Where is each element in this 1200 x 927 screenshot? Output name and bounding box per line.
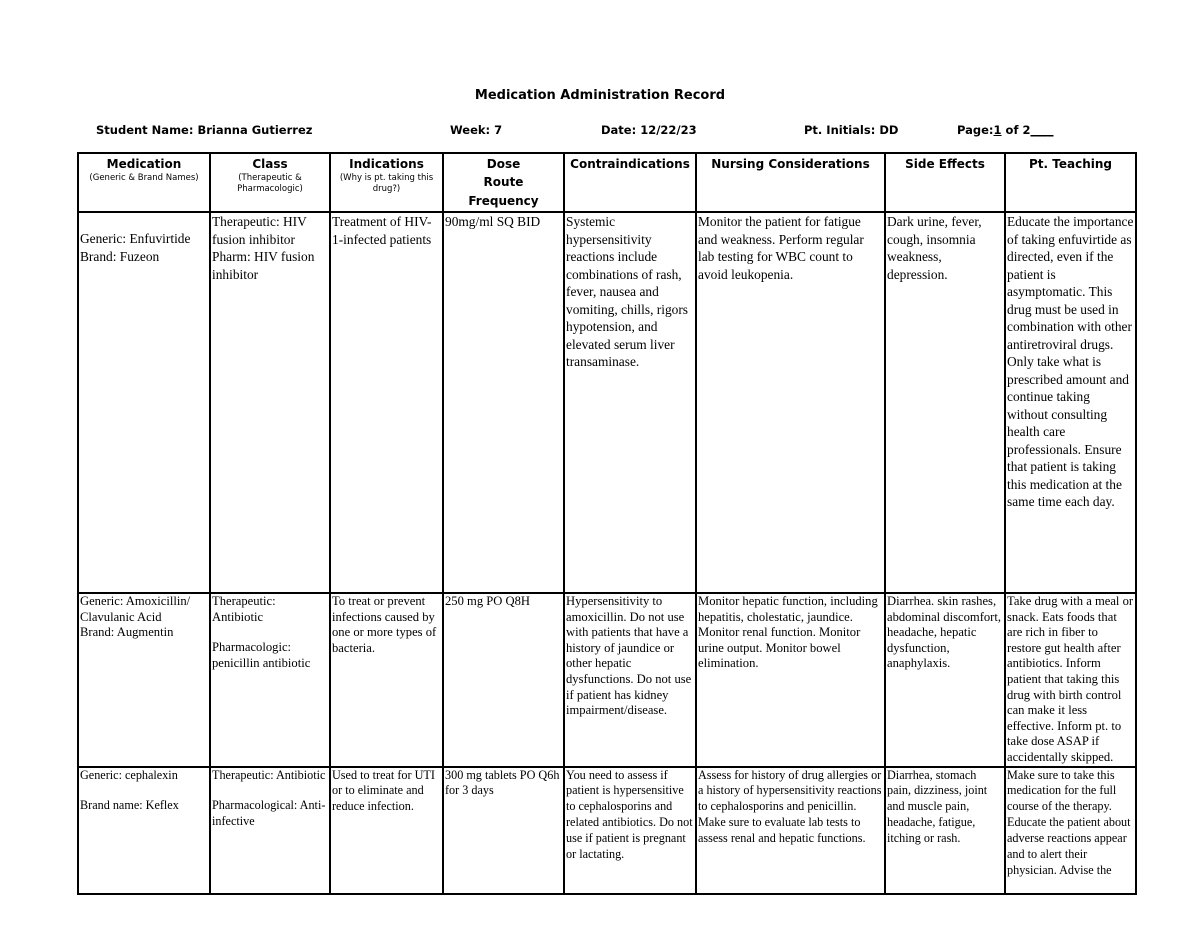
student-field bbox=[96, 123, 312, 137]
cell-contraindications: Hypersensitivity to amoxicillin. Do not use with patients that have a history of jaundice or other hepatic dysfunctions. Do not use if patient has kidney impairment/disease. bbox=[564, 593, 696, 767]
initials-value: DD bbox=[879, 123, 899, 137]
header-indications: Indications (Why is pt. taking this drug?) bbox=[330, 153, 443, 212]
table-row bbox=[78, 593, 1136, 767]
cell-medication: Generic: Enfuvirtide Brand: Fuzeon bbox=[78, 212, 210, 593]
header-nursing: Nursing Considerations bbox=[696, 153, 885, 212]
week-label: Week: bbox=[450, 123, 491, 137]
header-medication: Medication (Generic & Brand Names) bbox=[78, 153, 210, 212]
cell-indications: Treatment of HIV-1-infected patients bbox=[330, 212, 443, 593]
cell-class: Therapeutic: Antibiotic Pharmacological: Anti-infective bbox=[210, 767, 330, 894]
header-dose: Dose Route Frequency bbox=[443, 153, 564, 212]
page-blank: ____ bbox=[1030, 123, 1054, 137]
cell-medication: Generic: Amoxicillin/ Clavulanic Acid Brand: Augmentin bbox=[78, 593, 210, 767]
cell-dose: 300 mg tablets PO Q6h for 3 days bbox=[443, 767, 564, 894]
page-of: of 2 bbox=[1005, 123, 1031, 137]
cell-indications: Used to treat for UTI or to eliminate and reduce infection. bbox=[330, 767, 443, 894]
header-teaching: Pt. Teaching bbox=[1005, 153, 1136, 212]
date-value: 12/22/23 bbox=[640, 123, 697, 137]
initials-label: Pt. Initials: bbox=[804, 123, 876, 137]
page-title: Medication Administration Record bbox=[474, 88, 726, 103]
cell-class: Therapeutic: HIV fusion inhibitor Pharm: HIV fusion inhibitor bbox=[210, 212, 330, 593]
page-current: 1 bbox=[993, 123, 1002, 137]
header-class: Class (Therapeutic & Pharmacologic) bbox=[210, 153, 330, 212]
initials-field bbox=[804, 123, 898, 137]
header-contraindications: Contraindications bbox=[564, 153, 696, 212]
week-field bbox=[450, 123, 502, 137]
cell-medication: Generic: cephalexin Brand name: Keflex bbox=[78, 767, 210, 894]
cell-nursing: Assess for history of drug allergies or a history of hypersensitivity reactions to cephalosporins and penicillin. Make sure to evaluate lab tests to assess renal and hepatic functions. bbox=[696, 767, 885, 894]
cell-teaching: Make sure to take this medication for the full course of the therapy. Educate the patient about adverse reactions appear and to alert their physician. Advise the bbox=[1005, 767, 1136, 894]
header-row bbox=[78, 153, 1136, 212]
cell-side-effects: Diarrhea. skin rashes, abdominal discomfort, headache, hepatic dysfunction, anaphylaxis. bbox=[885, 593, 1005, 767]
medication-table bbox=[77, 152, 1137, 895]
cell-contraindications: Systemic hypersensitivity reactions include combinations of rash, fever, nausea and vomiting, chills, rigors hypotension, and elevated serum liver transaminase. bbox=[564, 212, 696, 593]
table-row bbox=[78, 212, 1136, 593]
cell-dose: 250 mg PO Q8H bbox=[443, 593, 564, 767]
page-label: Page: bbox=[957, 123, 994, 137]
header-side-effects: Side Effects bbox=[885, 153, 1005, 212]
cell-nursing: Monitor the patient for fatigue and weakness. Perform regular lab testing for WBC count to avoid leukopenia. bbox=[696, 212, 885, 593]
cell-class: Therapeutic: Antibiotic Pharmacologic: penicillin antibiotic bbox=[210, 593, 330, 767]
cell-contraindications: You need to assess if patient is hypersensitive to cephalosporins and related antibiotics. Do not use if patient is pregnant or lactating. bbox=[564, 767, 696, 894]
cell-indications: To treat or prevent infections caused by one or more types of bacteria. bbox=[330, 593, 443, 767]
table-row bbox=[78, 767, 1136, 894]
cell-side-effects: Dark urine, fever, cough, insomnia weakness, depression. bbox=[885, 212, 1005, 593]
week-value: 7 bbox=[494, 123, 503, 137]
date-field bbox=[601, 123, 697, 137]
cell-teaching: Educate the importance of taking enfuvirtide as directed, even if the patient is asymptomatic. This drug must be used in combination with other antiretroviral drugs. Only take what is prescribed amount and continue taking without consulting health care professionals. Ensure that patient is taking this medication at the same time each day. bbox=[1005, 212, 1136, 593]
student-name: Brianna Gutierrez bbox=[197, 123, 313, 137]
cell-teaching: Take drug with a meal or snack. Eats foods that are rich in fiber to restore gut health after antibiotics. Inform patient that taking this drug with birth control can make it less effective. Inform pt. to take dose ASAP if accidentally skipped. bbox=[1005, 593, 1136, 767]
cell-side-effects: Diarrhea, stomach pain, dizziness, joint and muscle pain, headache, fatigue, itching or rash. bbox=[885, 767, 1005, 894]
page-field bbox=[957, 123, 1053, 137]
cell-dose: 90mg/ml SQ BID bbox=[443, 212, 564, 593]
cell-nursing: Monitor hepatic function, including hepatitis, cholestatic, jaundice. Monitor renal function. Monitor urine output. Monitor bowel elimination. bbox=[696, 593, 885, 767]
student-label: Student Name: bbox=[96, 123, 194, 137]
date-label: Date: bbox=[601, 123, 637, 137]
